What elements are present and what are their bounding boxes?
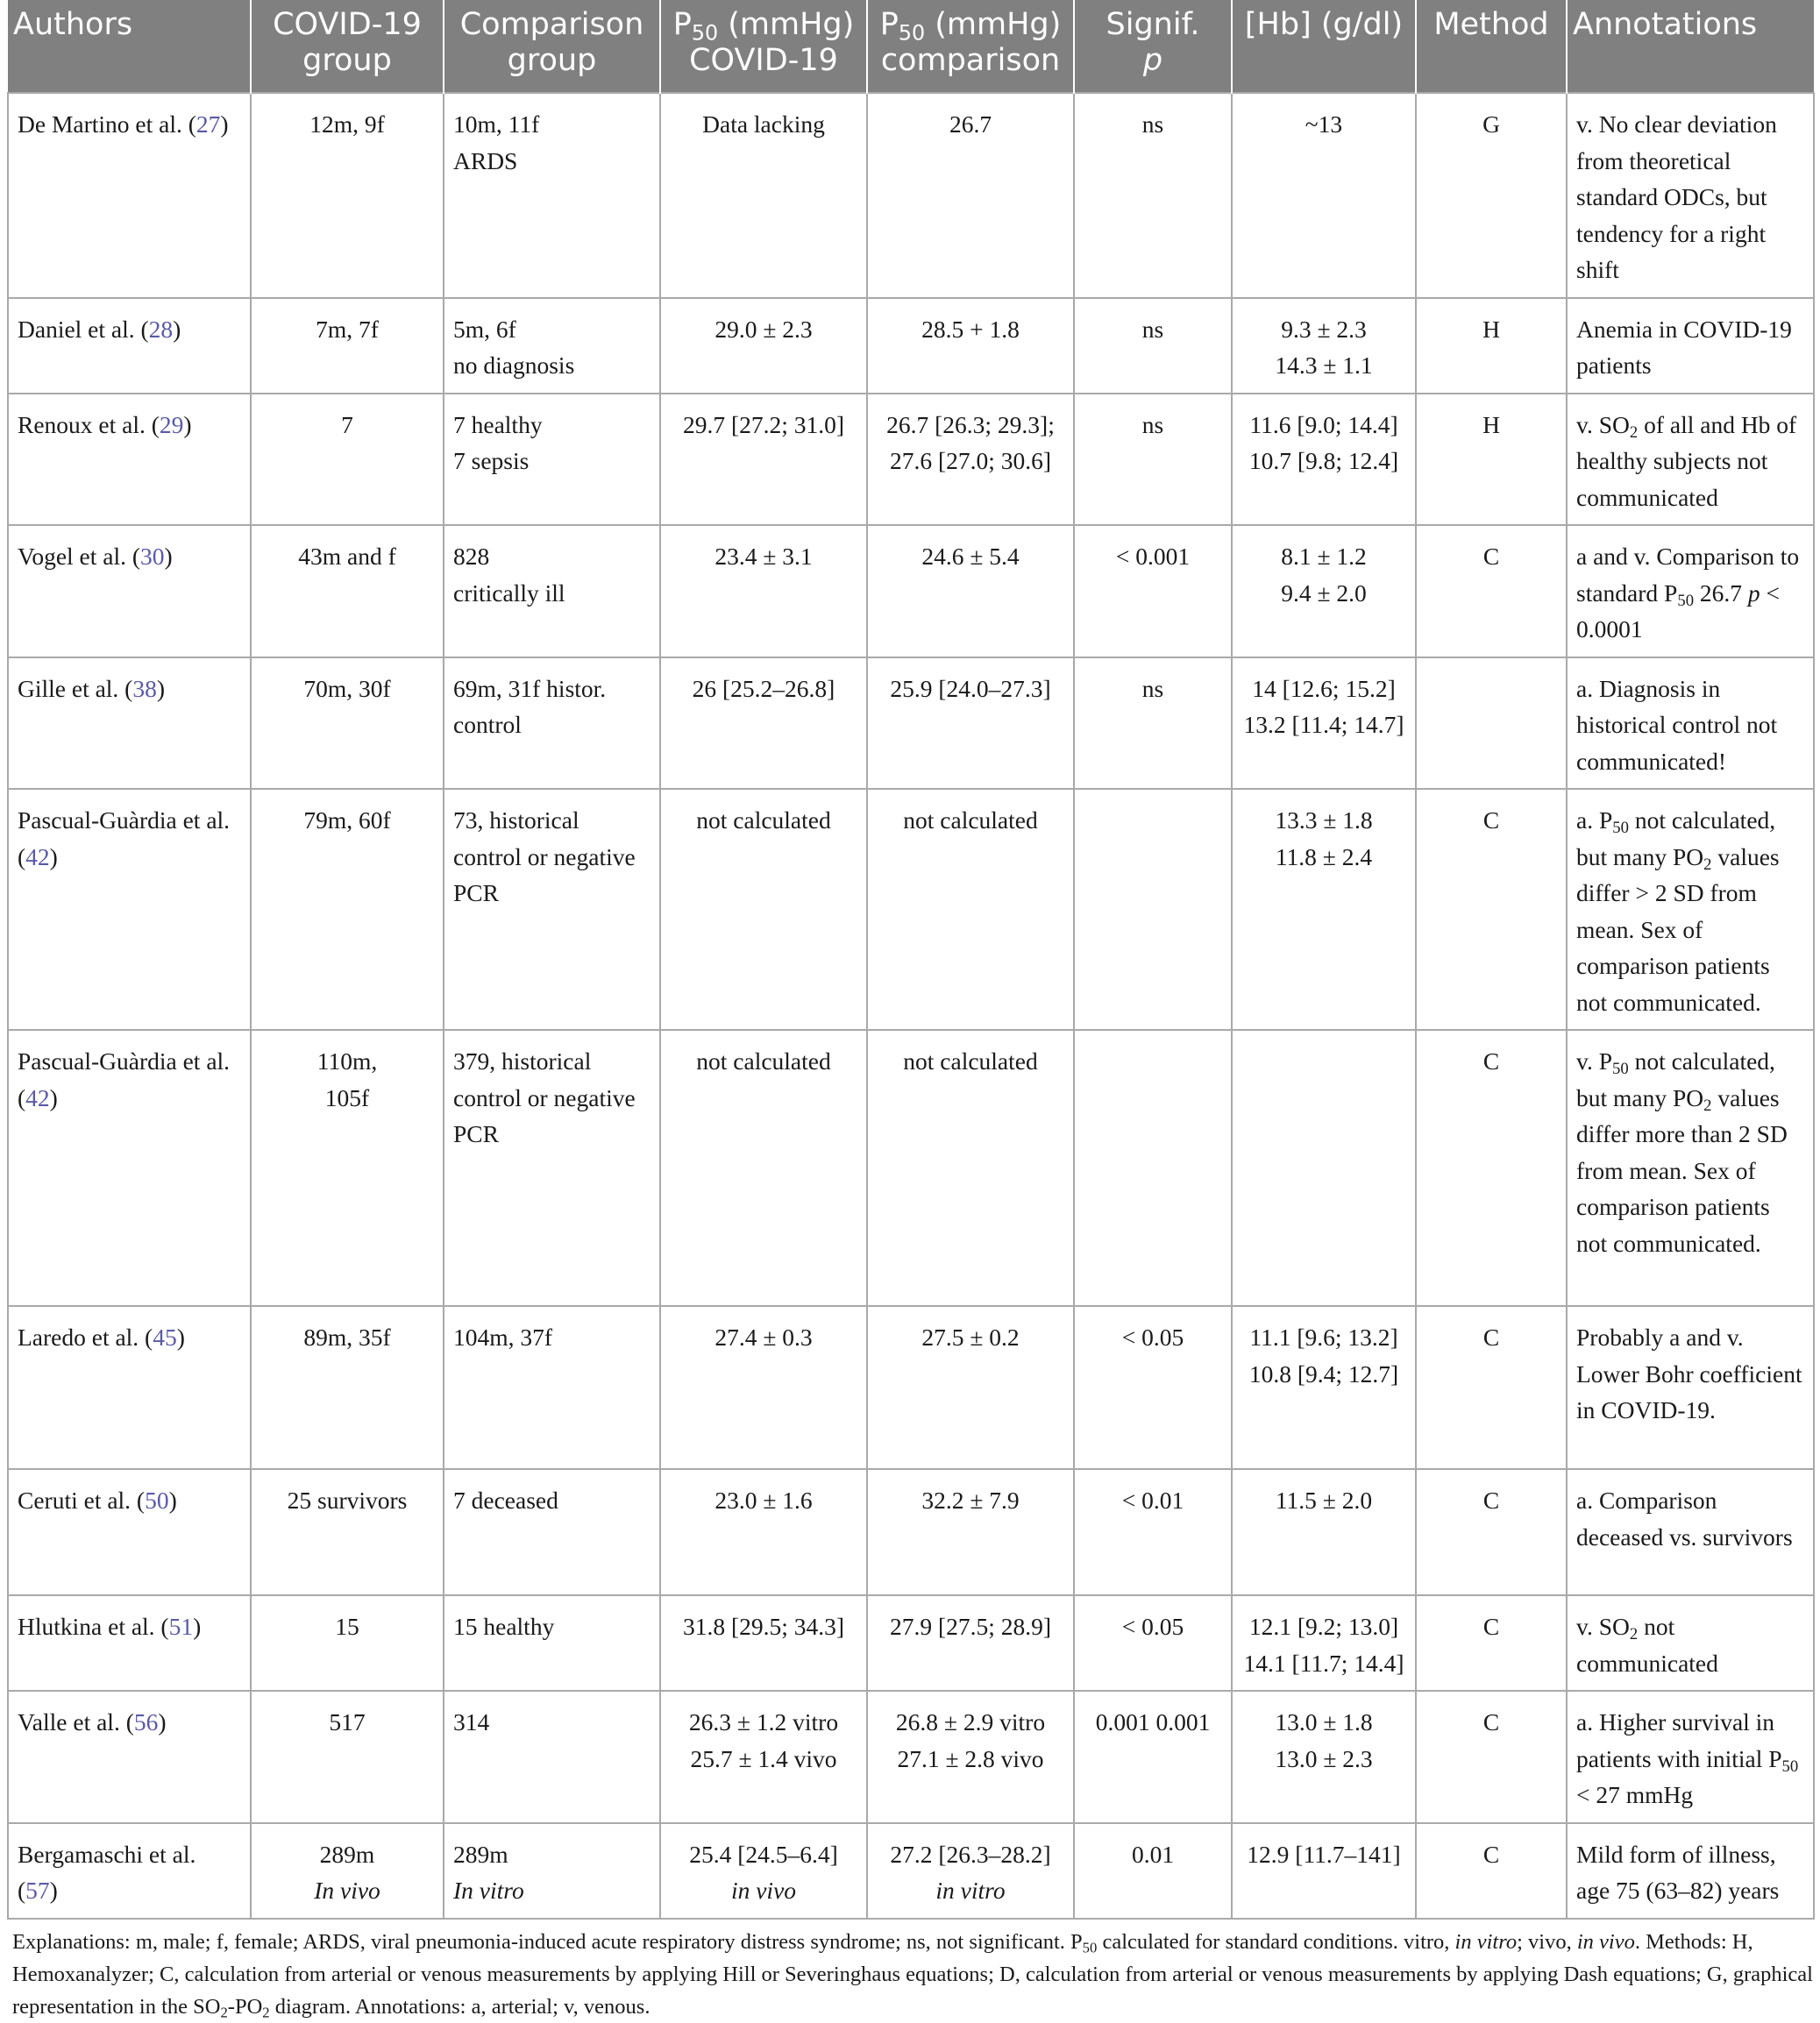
hemoglobin-cell bbox=[1232, 1030, 1416, 1306]
annotation-cell: Anemia in COVID-19 patients bbox=[1567, 298, 1814, 394]
method-cell: C bbox=[1416, 1595, 1567, 1691]
reference-link[interactable]: 27 bbox=[196, 110, 221, 138]
document-page bbox=[7, 0, 1813, 2023]
reference-link[interactable]: 42 bbox=[25, 1083, 50, 1111]
table-row bbox=[8, 1030, 1814, 1306]
p50-comparison-cell: 24.6 ± 5.4 bbox=[867, 525, 1074, 657]
authors-cell: Bergamaschi et al. (57) bbox=[8, 1823, 251, 1919]
significance-cell bbox=[1074, 789, 1232, 1030]
authors-cell: Pascual-Guàrdia et al. (42) bbox=[8, 1030, 251, 1306]
p50-comparison-cell: 28.5 + 1.8 bbox=[867, 298, 1074, 394]
p50-comparison-cell: 32.2 ± 7.9 bbox=[867, 1469, 1074, 1595]
reference-link[interactable]: 56 bbox=[133, 1708, 159, 1736]
table-body bbox=[8, 93, 1814, 1919]
hemoglobin-cell: 9.3 ± 2.3 14.3 ± 1.1 bbox=[1232, 298, 1416, 394]
reference-link[interactable]: 38 bbox=[132, 674, 157, 702]
p50-comparison-cell: not calculated bbox=[867, 789, 1074, 1030]
method-cell: C bbox=[1416, 1469, 1567, 1595]
annotation-cell: v. No clear deviation from theoretical standard ODCs, but tendency for a right shift bbox=[1567, 93, 1814, 298]
significance-cell: ns bbox=[1074, 394, 1232, 526]
authors-cell: Ceruti et al. (50) bbox=[8, 1469, 251, 1595]
table-row bbox=[8, 1595, 1814, 1691]
hemoglobin-cell: 12.1 [9.2; 13.0] 14.1 [11.7; 14.4] bbox=[1232, 1595, 1416, 1691]
hemoglobin-cell: 11.5 ± 2.0 bbox=[1232, 1469, 1416, 1595]
table-row bbox=[8, 93, 1814, 298]
authors-cell: Vogel et al. (30) bbox=[8, 525, 251, 657]
comparison-group-cell: 379, historical control or negative PCR bbox=[444, 1030, 660, 1306]
p50-covid-cell: 25.4 [24.5–6.4] in vivo bbox=[660, 1823, 867, 1919]
covid-group-cell: 289m In vivo bbox=[251, 1823, 444, 1919]
p50-comparison-cell: 27.9 [27.5; 28.9] bbox=[867, 1595, 1074, 1691]
significance-cell: ns bbox=[1074, 298, 1232, 394]
reference-link[interactable]: 42 bbox=[25, 842, 50, 870]
annotation-cell: v. $SO_2$ not communicated bbox=[1567, 1595, 1814, 1691]
column-header: Authors bbox=[8, 0, 251, 93]
annotation-cell: a. $P_{50}$ not calculated, but many $PO_2$ values differ > 2 SD from mean. Sex of comparison patients not communicated. bbox=[1567, 789, 1814, 1030]
p50-covid-cell: 23.4 ± 3.1 bbox=[660, 525, 867, 657]
method-cell bbox=[1416, 657, 1567, 790]
p50-comparison-cell: 26.7 [26.3; 29.3]; 27.6 [27.0; 30.6] bbox=[867, 394, 1074, 526]
hemoglobin-cell: 13.3 ± 1.8 11.8 ± 2.4 bbox=[1232, 789, 1416, 1030]
table-row bbox=[8, 1306, 1814, 1469]
authors-cell: Gille et al. (38) bbox=[8, 657, 251, 790]
p50-covid-cell: not calculated bbox=[660, 1030, 867, 1306]
covid-group-cell: 70m, 30f bbox=[251, 657, 444, 790]
comparison-group-cell: 10m, 11f ARDS bbox=[444, 93, 660, 298]
column-header: Method bbox=[1416, 0, 1567, 93]
covid-group-cell: 7 bbox=[251, 394, 444, 526]
comparison-group-cell: 15 healthy bbox=[444, 1595, 660, 1691]
significance-cell: < 0.05 bbox=[1074, 1306, 1232, 1469]
authors-cell: Valle et al. (56) bbox=[8, 1691, 251, 1823]
reference-link[interactable]: 29 bbox=[159, 410, 184, 438]
reference-link[interactable]: 50 bbox=[145, 1487, 169, 1514]
significance-cell: < 0.05 bbox=[1074, 1595, 1232, 1691]
p50-covid-cell: Data lacking bbox=[660, 93, 867, 298]
annotation-cell: v. $SO_2$ of all and Hb of healthy subjects not communicated bbox=[1567, 394, 1814, 526]
hemoglobin-cell: 12.9 [11.7–141] bbox=[1232, 1823, 1416, 1919]
p50-covid-cell: not calculated bbox=[660, 789, 867, 1030]
comparison-group-cell: 7 healthy 7 sepsis bbox=[444, 394, 660, 526]
significance-cell: < 0.001 bbox=[1074, 525, 1232, 657]
authors-cell: De Martino et al. (27) bbox=[8, 93, 251, 298]
comparison-group-cell: 314 bbox=[444, 1691, 660, 1823]
significance-cell bbox=[1074, 1030, 1232, 1306]
authors-cell: Laredo et al. (45) bbox=[8, 1306, 251, 1469]
table-header-row bbox=[8, 0, 1814, 93]
authors-cell: Daniel et al. (28) bbox=[8, 298, 251, 394]
comparison-group-cell: 7 deceased bbox=[444, 1469, 660, 1595]
annotation-cell: Probably a and v. Lower Bohr coefficient in COVID-19. bbox=[1567, 1306, 1814, 1469]
hemoglobin-cell: 14 [12.6; 15.2] 13.2 [11.4; 14.7] bbox=[1232, 657, 1416, 790]
annotation-cell: Mild form of illness, age 75 (63–82) years bbox=[1567, 1823, 1814, 1919]
p50-covid-cell: 31.8 [29.5; 34.3] bbox=[660, 1595, 867, 1691]
column-header: $P_{50}$ (mmHg) COVID-19 bbox=[660, 0, 867, 93]
annotation-cell: a. Comparison deceased vs. survivors bbox=[1567, 1469, 1814, 1595]
hemoglobin-cell: 13.0 ± 1.8 13.0 ± 2.3 bbox=[1232, 1691, 1416, 1823]
method-cell: C bbox=[1416, 1306, 1567, 1469]
covid-group-cell: 79m, 60f bbox=[251, 789, 444, 1030]
p50-covid-cell: 23.0 ± 1.6 bbox=[660, 1469, 867, 1595]
significance-cell: ns bbox=[1074, 657, 1232, 790]
comparison-group-cell: 5m, 6f no diagnosis bbox=[444, 298, 660, 394]
significance-cell: < 0.01 bbox=[1074, 1469, 1232, 1595]
p50-comparison-cell: 25.9 [24.0–27.3] bbox=[867, 657, 1074, 790]
p50-comparison-cell: 26.8 ± 2.9 vitro 27.1 ± 2.8 vivo bbox=[867, 1691, 1074, 1823]
table-footnote: Explanations: m, male; f, female; ARDS, viral pneumonia-induced acute respiratory distress syndrome; ns, not significant. $P_{50}$ calculated for standard conditions. vitro, in vitro; vivo, in vivo. Methods: H, Hemoxanalyzer; C, calculation from arterial or venous measurements by applying Hill or Severinghaus equations; D, calculation from arterial or venous measurements by applying Dash equations; G, graphical representation in the $SO_2-PO_2$ diagram. Annotations: a, arterial; v, venous. bbox=[12, 1929, 1813, 2021]
p50-covid-cell: 26.3 ± 1.2 vitro 25.7 ± 1.4 vivo bbox=[660, 1691, 867, 1823]
table-row bbox=[8, 789, 1814, 1030]
reference-link[interactable]: 57 bbox=[25, 1877, 50, 1904]
p50-studies-table bbox=[7, 0, 1815, 1920]
reference-link[interactable]: 28 bbox=[148, 315, 174, 343]
covid-group-cell: 12m, 9f bbox=[251, 93, 444, 298]
column-header: Comparison group bbox=[444, 0, 660, 93]
comparison-group-cell: 104m, 37f bbox=[444, 1306, 660, 1469]
hemoglobin-cell: 11.1 [9.6; 13.2] 10.8 [9.4; 12.7] bbox=[1232, 1306, 1416, 1469]
covid-group-cell: 43m and f bbox=[251, 525, 444, 657]
p50-covid-cell: 27.4 ± 0.3 bbox=[660, 1306, 867, 1469]
reference-link[interactable]: 45 bbox=[153, 1324, 177, 1351]
column-header: $P_{50}$ (mmHg) comparison bbox=[867, 0, 1074, 93]
annotation-cell: a. Diagnosis in historical control not communicated! bbox=[1567, 657, 1814, 790]
table-row bbox=[8, 1691, 1814, 1823]
covid-group-cell: 89m, 35f bbox=[251, 1306, 444, 1469]
column-header: Signif. p bbox=[1074, 0, 1232, 93]
method-cell: C bbox=[1416, 1691, 1567, 1823]
significance-cell: 0.001 0.001 bbox=[1074, 1691, 1232, 1823]
method-cell: C bbox=[1416, 1030, 1567, 1306]
comparison-group-cell: 289m In vitro bbox=[444, 1823, 660, 1919]
method-cell: H bbox=[1416, 394, 1567, 526]
annotation-cell: v. $P_{50}$ not calculated, but many $PO_2$ values differ more than 2 SD from mean. Sex of comparison patients not communicated. bbox=[1567, 1030, 1814, 1306]
table-row bbox=[8, 394, 1814, 526]
table-row bbox=[8, 525, 1814, 657]
table-row bbox=[8, 1823, 1814, 1919]
covid-group-cell: 7m, 7f bbox=[251, 298, 444, 394]
covid-group-cell: 517 bbox=[251, 1691, 444, 1823]
method-cell: H bbox=[1416, 298, 1567, 394]
column-header: COVID-19 group bbox=[251, 0, 444, 93]
p50-comparison-cell: 27.2 [26.3–28.2] in vitro bbox=[867, 1823, 1074, 1919]
covid-group-cell: 25 survivors bbox=[251, 1469, 444, 1595]
reference-link[interactable]: 30 bbox=[140, 543, 165, 570]
p50-comparison-cell: not calculated bbox=[867, 1030, 1074, 1306]
method-cell: G bbox=[1416, 93, 1567, 298]
p50-covid-cell: 29.7 [27.2; 31.0] bbox=[660, 394, 867, 526]
significance-cell: ns bbox=[1074, 93, 1232, 298]
covid-group-cell: 15 bbox=[251, 1595, 444, 1691]
table-row bbox=[8, 1469, 1814, 1595]
authors-cell: Hlutkina et al. (51) bbox=[8, 1595, 251, 1691]
method-cell: C bbox=[1416, 789, 1567, 1030]
p50-covid-cell: 29.0 ± 2.3 bbox=[660, 298, 867, 394]
hemoglobin-cell: ~13 bbox=[1232, 93, 1416, 298]
annotation-cell: a and v. Comparison to standard $P_{50}$ 26.7 p < 0.0001 bbox=[1567, 525, 1814, 657]
covid-group-cell: 110m, 105f bbox=[251, 1030, 444, 1306]
authors-cell: Renoux et al. (29) bbox=[8, 394, 251, 526]
p50-comparison-cell: 26.7 bbox=[867, 93, 1074, 298]
hemoglobin-cell: 11.6 [9.0; 14.4] 10.7 [9.8; 12.4] bbox=[1232, 394, 1416, 526]
p50-comparison-cell: 27.5 ± 0.2 bbox=[867, 1306, 1074, 1469]
table-row bbox=[8, 298, 1814, 394]
method-cell: C bbox=[1416, 1823, 1567, 1919]
authors-cell: Pascual-Guàrdia et al. (42) bbox=[8, 789, 251, 1030]
comparison-group-cell: 69m, 31f histor. control bbox=[444, 657, 660, 790]
annotation-cell: a. Higher survival in patients with initial $P_{50} < 27$ mmHg bbox=[1567, 1691, 1814, 1823]
p50-covid-cell: 26 [25.2–26.8] bbox=[660, 657, 867, 790]
table-row bbox=[8, 657, 1814, 790]
hemoglobin-cell: 8.1 ± 1.2 9.4 ± 2.0 bbox=[1232, 525, 1416, 657]
method-cell: C bbox=[1416, 525, 1567, 657]
reference-link[interactable]: 51 bbox=[168, 1613, 194, 1640]
comparison-group-cell: 73, historical control or negative PCR bbox=[444, 789, 660, 1030]
column-header: [Hb] (g/dl) bbox=[1232, 0, 1416, 93]
column-header: Annotations bbox=[1567, 0, 1814, 93]
significance-cell: 0.01 bbox=[1074, 1823, 1232, 1919]
comparison-group-cell: 828 critically ill bbox=[444, 525, 660, 657]
